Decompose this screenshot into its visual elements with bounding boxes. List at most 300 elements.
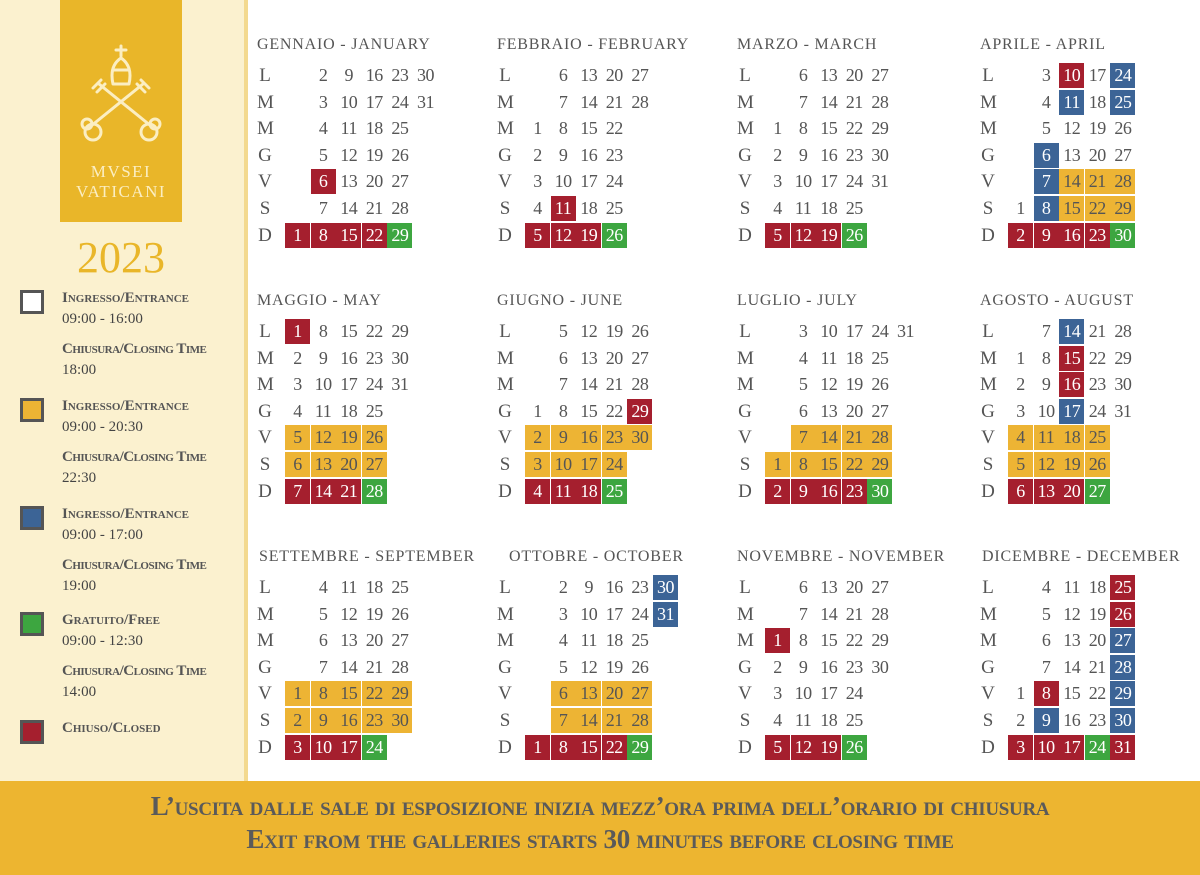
weekday-letter: M — [737, 347, 754, 369]
date-cell: 5 — [285, 425, 310, 450]
date-cell: 18 — [820, 710, 838, 730]
date-cell: 4 — [773, 710, 782, 730]
date-cell: 7 — [1041, 321, 1051, 341]
date-cell: 25 — [391, 118, 409, 139]
date-cell: 15 — [1059, 196, 1084, 221]
date-cell: 2 — [318, 65, 328, 85]
weekday-letter: V — [981, 683, 995, 705]
legend-label: Ingresso/Entrance — [62, 506, 189, 522]
date-cell: 28 — [631, 374, 649, 395]
date-cell: 25 — [605, 198, 623, 218]
date-cell: 30 — [871, 144, 889, 165]
date-cell: 8 — [551, 735, 576, 760]
week-day-row — [737, 372, 977, 398]
weekday-letter: S — [739, 710, 751, 731]
date-cell: 24 — [1088, 400, 1106, 421]
date-cell: 17 — [605, 603, 623, 624]
legend-item — [18, 290, 244, 390]
date-cell: 10 — [314, 374, 332, 395]
weekday-letter: S — [499, 710, 511, 731]
weekday-letter: L — [259, 577, 271, 598]
date-cell: 10 — [311, 735, 336, 760]
date-cell: 5 — [558, 656, 568, 677]
week-day-row — [257, 223, 497, 249]
week-day-row — [980, 90, 1200, 116]
date-cell: 16 — [336, 708, 361, 733]
date-cell: 3 — [1041, 65, 1051, 85]
date-cell: 19 — [816, 223, 841, 248]
date-cell: 26 — [842, 735, 867, 760]
date-cell: 5 — [525, 223, 550, 248]
weekday-letter: M — [737, 91, 754, 113]
date-cell: 24 — [871, 321, 889, 341]
week-day-row — [737, 223, 977, 249]
date-cell: 20 — [605, 347, 623, 368]
date-cell: 20 — [336, 452, 361, 477]
date-cell: 29 — [627, 399, 652, 424]
date-cell: 19 — [1088, 603, 1106, 624]
weekday-letter: S — [259, 710, 271, 731]
week-day-row — [980, 655, 1200, 681]
date-cell: 27 — [391, 630, 409, 651]
legend-closing-label: Chiusura/Closing Time — [62, 663, 207, 679]
legend-label: Chiuso/Closed — [62, 720, 161, 736]
weekday-letter: M — [497, 374, 514, 396]
week-day-row — [257, 628, 497, 654]
date-cell: 26 — [1114, 118, 1132, 139]
weekday-letter: M — [257, 91, 274, 113]
date-cell: 1 — [533, 118, 542, 139]
date-cell: 20 — [845, 400, 863, 421]
date-cell: 17 — [340, 374, 358, 395]
date-cell: 10 — [1059, 63, 1084, 88]
date-cell: 17 — [1059, 735, 1084, 760]
date-cell: 13 — [820, 400, 838, 421]
date-cell: 11 — [1034, 425, 1059, 450]
date-cell: 22 — [605, 400, 623, 421]
date-cell: 11 — [551, 196, 576, 221]
date-cell: 9 — [551, 425, 576, 450]
date-cell: 30 — [1110, 223, 1135, 248]
week-day-row — [980, 319, 1200, 345]
legend-closing-time: 14:00 — [62, 684, 97, 700]
date-cell: 10 — [1037, 400, 1055, 421]
date-cell: 17 — [336, 735, 361, 760]
weekday-letter: M — [497, 347, 514, 369]
date-cell: 18 — [340, 400, 358, 421]
date-cell: 18 — [605, 630, 623, 651]
date-cell: 3 — [773, 683, 782, 704]
weekday-letter: S — [982, 710, 994, 731]
week-day-row — [737, 628, 977, 654]
date-cell: 21 — [1085, 169, 1110, 194]
date-cell: 23 — [1088, 710, 1106, 730]
week-day-row — [497, 399, 737, 425]
date-cell: 2 — [285, 708, 310, 733]
date-cell: 15 — [580, 400, 598, 421]
date-cell: 12 — [580, 656, 598, 677]
week-day-row — [737, 196, 977, 222]
weekday-letter: L — [499, 65, 511, 86]
date-cell: 11 — [794, 710, 812, 730]
date-cell: 25 — [1085, 425, 1110, 450]
week-day-row — [497, 602, 737, 628]
date-cell: 20 — [845, 65, 863, 85]
date-cell: 2 — [773, 144, 782, 165]
month-title: MARZO - MARCH — [737, 36, 878, 53]
week-day-row — [737, 399, 977, 425]
date-cell: 27 — [871, 65, 889, 85]
date-cell: 16 — [605, 577, 623, 597]
date-cell: 3 — [773, 171, 782, 192]
weekday-letter: M — [980, 603, 997, 625]
date-cell: 20 — [1088, 630, 1106, 651]
date-cell: 19 — [1059, 452, 1084, 477]
date-cell: 11 — [340, 118, 357, 139]
date-cell: 6 — [1041, 630, 1051, 651]
date-cell: 21 — [365, 656, 383, 677]
date-cell: 13 — [311, 452, 336, 477]
weekday-letter: V — [981, 171, 995, 193]
week-day-row — [980, 346, 1200, 372]
week-day-row — [737, 63, 977, 89]
week-day-row — [737, 708, 977, 734]
date-cell: 27 — [631, 347, 649, 368]
weekday-letter: M — [497, 603, 514, 625]
date-cell: 14 — [580, 91, 598, 112]
date-cell: 12 — [1034, 452, 1059, 477]
date-cell: 14 — [820, 603, 838, 624]
week-day-row — [497, 628, 737, 654]
date-cell: 3 — [1008, 735, 1033, 760]
week-day-row — [497, 346, 737, 372]
date-cell: 7 — [558, 374, 568, 395]
date-cell: 25 — [365, 400, 383, 421]
weekday-letter: V — [738, 427, 752, 449]
date-cell: 24 — [362, 735, 387, 760]
week-day-row — [257, 602, 497, 628]
footer-note-english: Exit from the galleries starts 30 minutes before closing time — [246, 824, 954, 854]
date-cell: 3 — [1016, 400, 1025, 421]
date-cell: 24 — [631, 603, 649, 624]
date-cell: 21 — [842, 425, 867, 450]
week-day-row — [980, 169, 1200, 195]
date-cell: 17 — [365, 91, 383, 112]
date-cell: 9 — [798, 656, 808, 677]
date-cell: 7 — [551, 708, 576, 733]
logo-line-2: VATICANI — [75, 182, 167, 201]
date-cell: 21 — [605, 374, 623, 395]
date-cell: 24 — [602, 452, 627, 477]
weekday-letter: G — [498, 144, 512, 166]
week-day-row — [497, 116, 737, 142]
date-cell: 24 — [1085, 735, 1110, 760]
weekday-letter: G — [498, 400, 512, 422]
date-cell: 2 — [533, 144, 542, 165]
date-cell: 25 — [845, 198, 863, 218]
legend-item — [18, 398, 244, 498]
date-cell: 6 — [798, 577, 808, 597]
date-cell: 26 — [1085, 452, 1110, 477]
date-cell: 3 — [293, 374, 302, 395]
date-cell: 14 — [580, 374, 598, 395]
date-cell: 17 — [580, 171, 598, 192]
date-cell: 8 — [798, 630, 808, 651]
week-day-row — [257, 90, 497, 116]
week-day-row — [980, 143, 1200, 169]
date-cell: 15 — [576, 735, 601, 760]
date-cell: 27 — [1085, 479, 1110, 504]
week-day-row — [980, 372, 1200, 398]
legend-hours: 09:00 - 16:00 — [62, 311, 143, 327]
date-cell: 19 — [605, 656, 623, 677]
week-day-row — [737, 116, 977, 142]
date-cell: 28 — [391, 656, 409, 677]
week-day-row — [497, 425, 737, 451]
weekday-letter: G — [981, 144, 995, 166]
date-cell: 29 — [387, 681, 412, 706]
week-day-row — [257, 425, 497, 451]
week-day-row — [497, 90, 737, 116]
date-cell: 4 — [525, 479, 550, 504]
date-cell: 9 — [798, 144, 808, 165]
date-cell: 5 — [1008, 452, 1033, 477]
weekday-letter: M — [980, 118, 997, 140]
date-cell: 1 — [1016, 347, 1025, 368]
date-cell: 5 — [318, 603, 328, 624]
date-cell: 13 — [1063, 630, 1081, 651]
date-cell: 1 — [525, 735, 550, 760]
date-cell: 6 — [558, 65, 568, 85]
date-cell: 25 — [871, 347, 889, 368]
date-cell: 8 — [311, 681, 336, 706]
weekday-letter: V — [258, 683, 272, 705]
week-day-row — [980, 196, 1200, 222]
weekday-letter: G — [258, 656, 272, 678]
date-cell: 29 — [387, 223, 412, 248]
weekday-letter: D — [738, 224, 752, 246]
date-cell: 9 — [344, 65, 353, 85]
date-cell: 14 — [340, 198, 358, 218]
weekday-letter: G — [738, 144, 752, 166]
date-cell: 5 — [765, 223, 790, 248]
date-cell: 2 — [1016, 374, 1025, 395]
date-cell: 18 — [576, 479, 601, 504]
date-cell: 24 — [1110, 63, 1135, 88]
date-cell: 1 — [285, 223, 310, 248]
date-cell: 31 — [417, 91, 434, 112]
weekday-letter: V — [258, 427, 272, 449]
weekday-letter: D — [981, 480, 995, 502]
date-cell: 22 — [1088, 683, 1106, 704]
date-cell: 29 — [1110, 196, 1135, 221]
date-cell: 8 — [798, 118, 808, 139]
week-day-row — [980, 63, 1200, 89]
week-day-row — [980, 425, 1200, 451]
weekday-letter: M — [980, 347, 997, 369]
date-cell: 15 — [1059, 346, 1084, 371]
date-cell: 26 — [631, 656, 649, 677]
date-cell: 16 — [816, 479, 841, 504]
legend-label: Ingresso/Entrance — [62, 290, 189, 306]
weekday-letter: G — [981, 656, 995, 678]
date-cell: 20 — [602, 681, 627, 706]
date-cell: 7 — [798, 603, 808, 624]
date-cell: 11 — [1063, 577, 1080, 597]
date-cell: 20 — [605, 65, 623, 85]
date-cell: 12 — [551, 223, 576, 248]
date-cell: 26 — [631, 321, 649, 341]
date-cell: 16 — [1063, 710, 1081, 730]
date-cell: 15 — [336, 223, 361, 248]
weekday-letter: G — [258, 400, 272, 422]
date-cell: 17 — [576, 452, 601, 477]
date-cell: 30 — [417, 65, 434, 85]
date-cell: 6 — [1034, 143, 1059, 168]
date-cell: 12 — [791, 223, 816, 248]
weekday-letter: V — [498, 171, 512, 193]
week-day-row — [257, 655, 497, 681]
date-cell: 20 — [1059, 479, 1084, 504]
week-day-row — [497, 196, 737, 222]
footer-note-italian: L’uscita dalle sale di esposizione inizia mezz’ora prima dell’orario di chiusura — [150, 791, 1050, 821]
date-cell: 10 — [794, 171, 812, 192]
date-cell: 22 — [365, 321, 383, 341]
date-cell: 7 — [318, 656, 328, 677]
date-cell: 19 — [365, 603, 383, 624]
date-cell: 26 — [871, 374, 889, 395]
date-cell: 24 — [391, 91, 409, 112]
date-cell: 4 — [318, 577, 328, 597]
date-cell: 11 — [551, 479, 576, 504]
date-cell: 5 — [1041, 118, 1051, 139]
sidebar-divider — [244, 0, 248, 781]
date-cell: 13 — [580, 347, 598, 368]
weekday-letter: V — [738, 683, 752, 705]
week-day-row — [980, 223, 1200, 249]
date-cell: 21 — [845, 91, 863, 112]
date-cell: 20 — [365, 171, 383, 192]
weekday-letter: S — [499, 198, 511, 219]
weekday-letter: D — [258, 224, 272, 246]
weekday-letter: M — [980, 91, 997, 113]
date-cell: 4 — [558, 630, 568, 651]
legend-item — [18, 506, 244, 606]
date-cell: 27 — [1110, 628, 1135, 653]
date-cell: 4 — [318, 118, 328, 139]
date-cell: 23 — [845, 656, 863, 677]
weekday-letter: S — [739, 454, 751, 475]
date-cell: 2 — [773, 656, 782, 677]
date-cell: 5 — [798, 374, 808, 395]
date-cell: 16 — [1059, 372, 1084, 397]
date-cell: 22 — [602, 735, 627, 760]
date-cell: 23 — [1088, 374, 1106, 395]
date-cell: 20 — [1088, 144, 1106, 165]
date-cell: 16 — [820, 656, 838, 677]
legend-closing-label: Chiusura/Closing Time — [62, 449, 207, 465]
date-cell: 27 — [1114, 144, 1132, 165]
date-cell: 7 — [558, 91, 568, 112]
week-day-row — [257, 169, 497, 195]
week-day-row — [257, 116, 497, 142]
legend-swatch — [20, 612, 44, 636]
week-day-row — [497, 143, 737, 169]
date-cell: 8 — [318, 321, 328, 341]
date-cell: 18 — [1088, 91, 1106, 112]
date-cell: 22 — [1085, 196, 1110, 221]
week-day-row — [737, 575, 977, 601]
date-cell: 12 — [580, 321, 598, 341]
date-cell: 17 — [1088, 65, 1106, 85]
date-cell: 28 — [1110, 169, 1135, 194]
date-cell: 22 — [362, 681, 387, 706]
date-cell: 25 — [602, 479, 627, 504]
weekday-letter: D — [981, 736, 995, 758]
date-cell: 7 — [1041, 656, 1051, 677]
legend-hours: 09:00 - 17:00 — [62, 527, 143, 543]
date-cell: 10 — [820, 321, 838, 341]
date-cell: 18 — [365, 118, 383, 139]
date-cell: 2 — [1008, 223, 1033, 248]
crossed-keys-icon — [79, 44, 163, 148]
week-day-row — [737, 655, 977, 681]
date-cell: 13 — [576, 681, 601, 706]
date-cell: 13 — [340, 171, 358, 192]
date-cell: 8 — [558, 400, 568, 421]
date-cell: 4 — [533, 198, 542, 218]
date-cell: 19 — [1088, 118, 1106, 139]
date-cell: 26 — [391, 144, 409, 165]
date-cell: 6 — [798, 65, 808, 85]
date-cell: 27 — [362, 452, 387, 477]
weekday-letter: S — [982, 454, 994, 475]
date-cell: 12 — [820, 374, 838, 395]
date-cell: 7 — [285, 479, 310, 504]
weekday-letter: L — [982, 321, 994, 342]
date-cell: 23 — [602, 425, 627, 450]
week-day-row — [497, 655, 737, 681]
week-day-row — [737, 90, 977, 116]
date-cell: 18 — [580, 198, 598, 218]
date-cell: 28 — [1114, 321, 1132, 341]
date-cell: 23 — [365, 347, 383, 368]
date-cell: 3 — [318, 91, 328, 112]
date-cell: 28 — [627, 708, 652, 733]
date-cell: 28 — [871, 91, 889, 112]
week-day-row — [257, 575, 497, 601]
date-cell: 15 — [580, 118, 598, 139]
date-cell: 15 — [1063, 683, 1081, 704]
date-cell: 14 — [340, 656, 358, 677]
date-cell: 27 — [631, 65, 649, 85]
week-day-row — [497, 223, 737, 249]
weekday-letter: D — [738, 736, 752, 758]
date-cell: 2 — [558, 577, 568, 597]
date-cell: 3 — [525, 452, 550, 477]
logo-line-1: MVSEI — [90, 162, 152, 181]
legend-swatch — [20, 506, 44, 530]
date-cell: 30 — [1110, 708, 1135, 733]
date-cell: 30 — [1114, 374, 1132, 395]
date-cell: 30 — [391, 347, 409, 368]
date-cell: 11 — [820, 347, 837, 368]
date-cell: 22 — [362, 223, 387, 248]
date-cell: 13 — [1034, 479, 1059, 504]
date-cell: 16 — [365, 65, 383, 85]
weekday-letter: G — [498, 656, 512, 678]
date-cell: 3 — [558, 603, 568, 624]
